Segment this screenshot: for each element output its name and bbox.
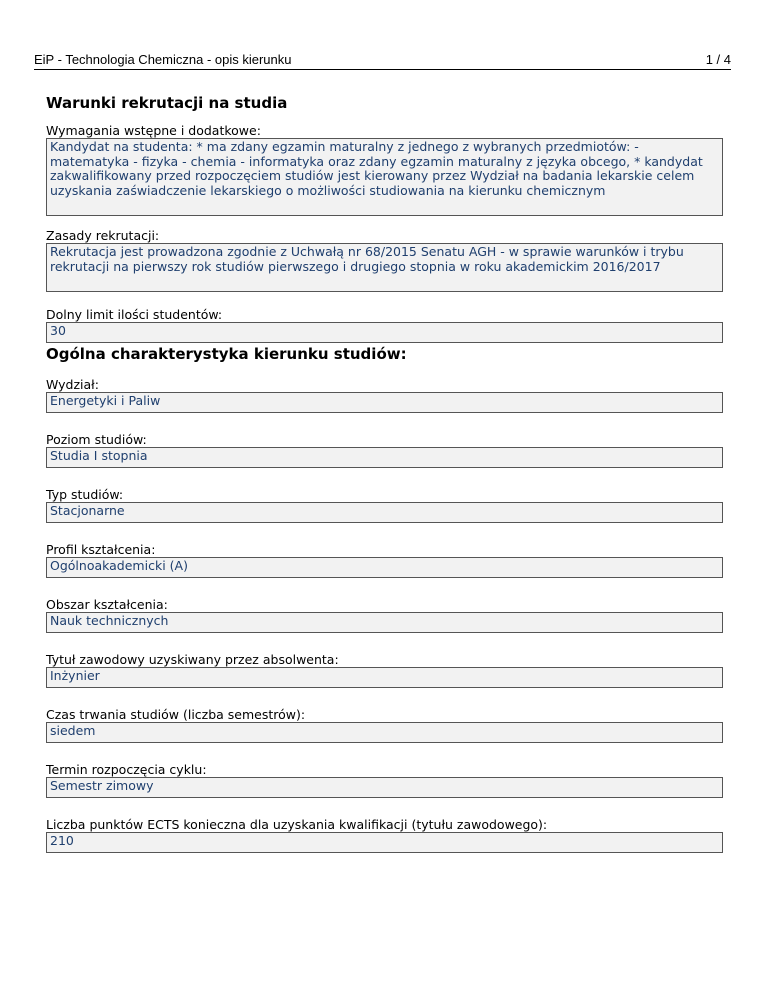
field-value: 210 — [46, 832, 723, 853]
field-label: Obszar kształcenia: — [46, 597, 168, 612]
field-value: siedem — [46, 722, 723, 743]
field-faculty — [46, 377, 723, 413]
field-education-area — [46, 597, 723, 633]
field-value: Stacjonarne — [46, 502, 723, 523]
field-cycle-start — [46, 762, 723, 798]
field-label: Poziom studiów: — [46, 432, 147, 447]
section-title-recruitment: Warunki rekrutacji na studia — [46, 94, 288, 112]
field-label: Typ studiów: — [46, 487, 124, 502]
field-value: Ogólnoakademicki (A) — [46, 557, 723, 578]
field-study-duration — [46, 707, 723, 743]
field-value: Nauk technicznych — [46, 612, 723, 633]
field-value: Kandydat na studenta: * ma zdany egzamin maturalny z jednego z wybranych przedmiotów: - matematyka - fizyka - chemia - informatyka oraz zdany egzamin maturalny z języka obcego, * kandydat zakwalifikowany przed rozpoczęciem studiów jest kierowany przez Wydział na badania lekarskie celem uzyskania zaświadczenie lekarskiego o możliwości studiowania na kierunku chemicznym — [46, 138, 723, 216]
field-requirements — [46, 123, 723, 216]
field-label: Profil kształcenia: — [46, 542, 156, 557]
document-title: EiP - Technologia Chemiczna - opis kierunku — [34, 52, 292, 67]
field-study-level — [46, 432, 723, 468]
field-value: Energetyki i Paliw — [46, 392, 723, 413]
field-label: Wymagania wstępne i dodatkowe: — [46, 123, 261, 138]
field-label: Wydział: — [46, 377, 99, 392]
field-professional-title — [46, 652, 723, 688]
field-education-profile — [46, 542, 723, 578]
page-header — [34, 52, 731, 70]
field-label: Dolny limit ilości studentów: — [46, 307, 223, 322]
field-label: Termin rozpoczęcia cyklu: — [46, 762, 207, 777]
field-ects-points — [46, 817, 723, 853]
field-study-type — [46, 487, 723, 523]
field-value: Rekrutacja jest prowadzona zgodnie z Uchwałą nr 68/2015 Senatu AGH - w sprawie warunków i trybu rekrutacji na pierwszy rok studiów pierwszego i drugiego stopnia w roku akademickim 2016/2017 — [46, 243, 723, 292]
field-value: Inżynier — [46, 667, 723, 688]
field-value: Semestr zimowy — [46, 777, 723, 798]
field-label: Czas trwania studiów (liczba semestrów): — [46, 707, 306, 722]
field-label: Liczba punktów ECTS konieczna dla uzyskania kwalifikacji (tytułu zawodowego): — [46, 817, 548, 832]
field-label: Zasady rekrutacji: — [46, 228, 160, 243]
section-title-characteristics: Ogólna charakterystyka kierunku studiów: — [46, 345, 407, 363]
field-student-limit — [46, 307, 723, 343]
field-value: 30 — [46, 322, 723, 343]
page-number: 1 / 4 — [705, 52, 731, 67]
field-label: Tytuł zawodowy uzyskiwany przez absolwenta: — [46, 652, 339, 667]
document-content — [46, 94, 723, 853]
field-value: Studia I stopnia — [46, 447, 723, 468]
field-recruitment-rules — [46, 228, 723, 292]
